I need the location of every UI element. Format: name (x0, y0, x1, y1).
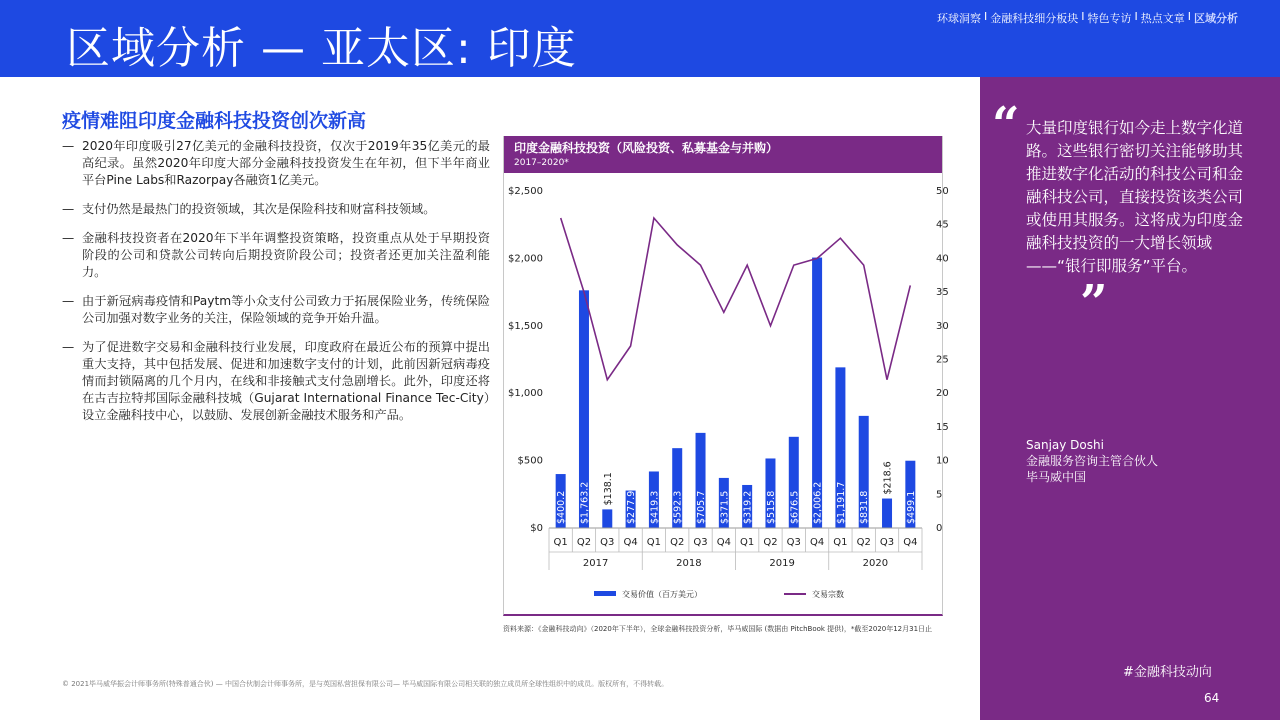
y-left-tick-label: $500 (517, 455, 543, 467)
x-tick-label: Q3 (600, 537, 615, 548)
x-tick-label: Q4 (623, 537, 638, 548)
x-year-label: 2017 (582, 558, 609, 569)
bullet-item (62, 138, 490, 189)
x-tick-label: Q2 (576, 537, 592, 548)
author-org: 毕马威中国 (1026, 470, 1087, 484)
bar-value-label: $1,763.2 (579, 481, 591, 524)
bar-value-label: $676.5 (789, 490, 801, 524)
x-tick-label: Q2 (856, 537, 871, 548)
quote-text: 大量印度银行如今走上数字化道路。这些银行密切关注能够助其推进数字化活动的科技公司和金融科技公司，直接投资该类公司或使用其服务。这将成为印度金融科技投资的一大增长领域——“银行即服务”平台。 (1026, 119, 1244, 275)
x-tick-label: Q1 (740, 537, 755, 548)
bullet-text: 金融科技投资者在2020年下半年调整投资策略，投资重点从处于早期投资阶段的公司和贷款公司转向后期投资阶段公司；投资者还更加关注盈利能力。 (82, 231, 490, 279)
bar-value-label: $138.1 (602, 472, 614, 506)
bar-value-label: $499.1 (905, 490, 917, 524)
nav-separator: I (1187, 10, 1191, 23)
bullet-item (62, 339, 490, 424)
y-right-tick-label: 35 (936, 287, 949, 299)
y-right-tick-label: 20 (936, 388, 949, 400)
bar-value-label: $319.2 (742, 490, 754, 524)
y-right-tick-label: 40 (936, 253, 949, 265)
bar-value-label: $705.7 (696, 490, 708, 524)
chart-header (504, 136, 942, 173)
bullet-item (62, 293, 490, 327)
bar-value-label: $515.8 (765, 490, 777, 524)
bar-value-label: $592.3 (672, 490, 684, 524)
page-number: 64 (1204, 691, 1220, 705)
legend-label-bar: 交易价值（百万美元） (622, 590, 702, 599)
author-title: 金融服务咨询主管合伙人 (1026, 454, 1159, 468)
bar-value-label: $218.6 (882, 461, 894, 495)
x-tick-label: Q2 (763, 537, 778, 548)
nav-item-regional-analysis[interactable]: 区域分析 (1194, 12, 1238, 25)
quote-author (1026, 437, 1158, 485)
bar-value-label: $400.2 (556, 490, 568, 524)
chart-card (503, 136, 949, 616)
x-tick-label: Q4 (716, 537, 731, 548)
bullet-item (62, 230, 490, 281)
bullet-text: 支付仍然是最热门的投资领域，其次是保险科技和财富科技领域。 (82, 202, 436, 216)
footer-copyright: © 2021毕马威华振会计师事务所(特殊普通合伙) — 中国合伙制会计师事务所，是与英国私营担保有限公司— 毕马威国际有限公司相关联的独立成员所全球性组织中的成员。版权所有，不得转载。 (62, 680, 669, 688)
chart-source-note: 资料来源：《金融科技动向》（2020年下半年），全球金融科技投资分析，毕马威国际 (数据由 PitchBook 提供)，*截至2020年12月31日止 (503, 625, 933, 633)
legend-label-line: 交易宗数 (812, 590, 844, 599)
top-nav (937, 10, 1238, 26)
nav-separator: I (984, 10, 988, 23)
bar-value-label: $277.9 (626, 490, 638, 524)
y-left-tick-label: $1,000 (508, 388, 543, 400)
x-year-label: 2019 (769, 558, 795, 569)
bullet-list (62, 138, 490, 436)
y-right-tick-label: 5 (936, 489, 943, 501)
bar-value-label: $2,006.2 (812, 481, 824, 524)
nav-item-interviews[interactable]: 特色专访 (1087, 12, 1132, 25)
deal-count-line (561, 218, 911, 380)
x-tick-label: Q1 (646, 537, 662, 548)
x-tick-label: Q3 (879, 537, 895, 548)
bullet-text: 为了促进数字交易和金融科技行业发展，印度政府在最近公布的预算中提出重大支持，其中包括发展、促进和加速数字支付的计划，此前因新冠病毒疫情而封锁隔离的几个月内，在线和非接触式支付急剧增长。此外，印度还将在古吉拉特邦国际金融科技城（Gujarat International Finance Tec-City）设立金融科技中心，以鼓励、发展创新金融技术服务和产品。 (82, 340, 490, 422)
y-left-tick-label: $0 (530, 523, 543, 534)
bullet-dash: — (62, 139, 75, 153)
nav-item-global-insights[interactable]: 环球洞察 (937, 12, 981, 25)
quote-panel (980, 77, 1280, 720)
author-name: Sanjay Doshi (1026, 438, 1104, 452)
hashtag-link[interactable]: #金融科技动向 (1123, 665, 1212, 680)
nav-separator: I (1081, 10, 1085, 23)
y-right-tick-label: 30 (936, 320, 949, 332)
legend-swatch-bar (594, 591, 616, 596)
nav-item-hot-articles[interactable]: 热点文章 (1140, 12, 1185, 25)
x-tick-label: Q4 (903, 537, 918, 548)
close-quote-icon: ” (1080, 275, 1108, 331)
bullet-text: 由于新冠病毒疫情和Paytm等小众支付公司致力于拓展保险业务，传统保险公司加强对数字业务的关注，保险领域的竞争开始升温。 (82, 294, 490, 325)
x-tick-label: Q1 (553, 537, 568, 548)
page-title: 区域分析 — 亚太区: 印度 (66, 23, 577, 74)
bar-value-label: $419.3 (649, 490, 661, 524)
chart-title: 印度金融科技投资（风险投资、私募基金与并购） (514, 141, 779, 155)
y-right-tick-label: 45 (936, 219, 949, 231)
section-subtitle: 疫情难阻印度金融科技投资创次新高 (62, 110, 367, 132)
bar-value-label: $371.5 (719, 490, 731, 524)
bullet-dash: — (62, 340, 75, 354)
bullet-dash: — (62, 231, 75, 245)
x-year-label: 2018 (676, 558, 702, 569)
y-left-tick-label: $2,000 (508, 253, 543, 265)
x-tick-label: Q4 (809, 537, 825, 548)
x-tick-label: Q3 (786, 537, 801, 548)
y-left-tick-label: $2,500 (508, 186, 543, 197)
y-right-tick-label: 0 (936, 523, 943, 534)
y-right-tick-label: 25 (936, 354, 949, 366)
nav-separator: I (1134, 10, 1138, 23)
bullet-item (62, 201, 490, 218)
investment-chart (504, 173, 949, 613)
chart-subtitle: 2017–2020* (514, 158, 569, 168)
bar-value-label: $1,191.7 (835, 481, 847, 524)
bullet-text: 2020年印度吸引27亿美元的金融科技投资，仅次于2019年35亿美元的最高纪录。虽然2020年印度大部分金融科技投资发生在年初，但下半年商业平台Pine Labs和Razorpay各融资1亿美元。 (82, 139, 490, 187)
y-right-tick-label: 15 (936, 421, 949, 433)
bar (602, 509, 612, 528)
header-bar (0, 0, 1280, 77)
bullet-dash: — (62, 202, 75, 216)
bar-value-label: $831.8 (859, 490, 871, 524)
y-right-tick-label: 50 (936, 186, 949, 197)
bar (882, 499, 892, 528)
x-tick-label: Q1 (833, 537, 848, 548)
x-year-label: 2020 (862, 558, 889, 569)
open-quote-icon: “ (992, 97, 1020, 153)
x-tick-label: Q2 (670, 537, 685, 548)
y-right-tick-label: 10 (936, 455, 949, 467)
bullet-dash: — (62, 294, 75, 308)
nav-item-fintech-segments[interactable]: 金融科技细分板块 (990, 12, 1079, 25)
x-tick-label: Q3 (693, 537, 708, 548)
y-left-tick-label: $1,500 (508, 320, 543, 332)
